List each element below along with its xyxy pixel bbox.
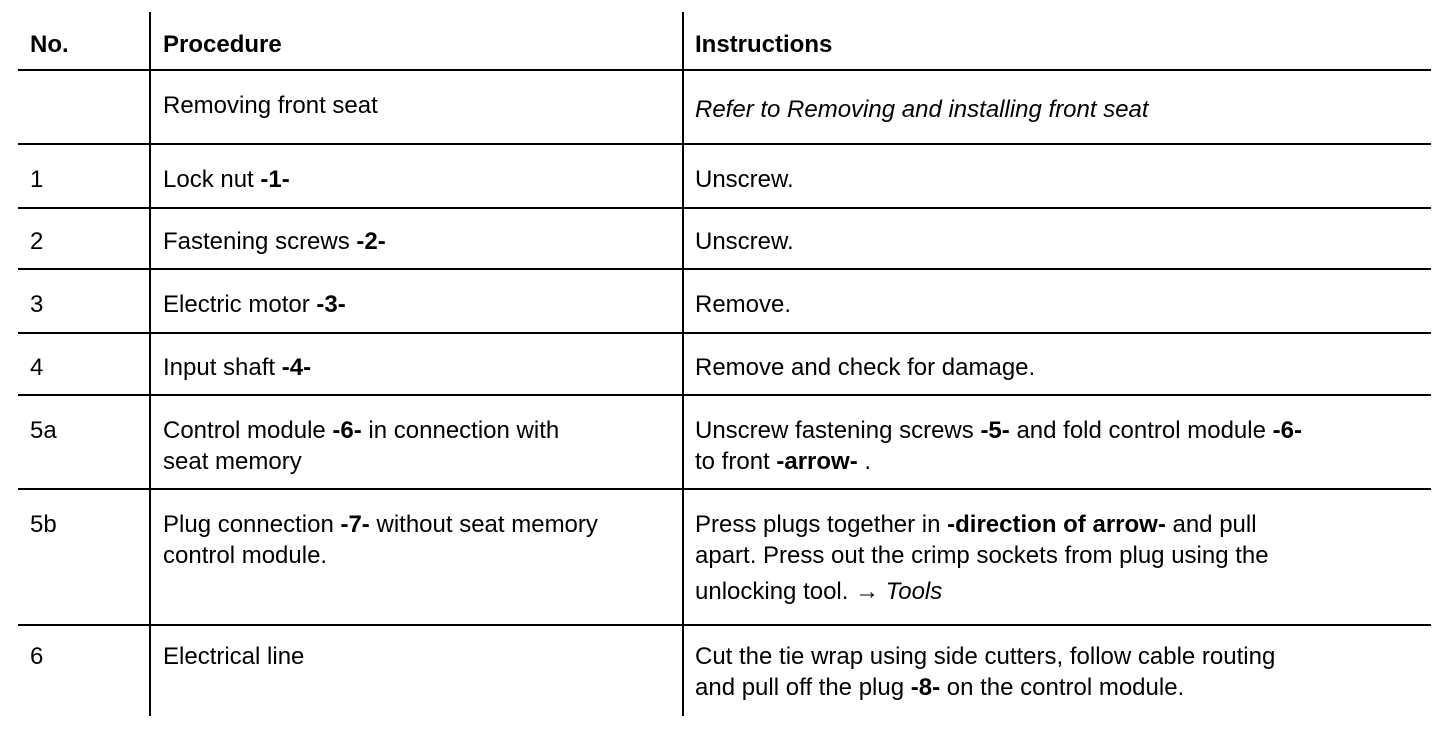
- instructions-cell: [695, 226, 794, 257]
- part-number: -5-: [980, 417, 1010, 444]
- instruction-text: apart. Press out the crimp sockets from plug using the: [695, 542, 1269, 569]
- row-number: 6: [30, 643, 44, 670]
- procedure-text: Input shaft: [163, 354, 282, 381]
- header-instructions: Instructions: [695, 31, 833, 58]
- procedure-text: Electric motor: [163, 291, 317, 318]
- instruction-line: [695, 540, 1269, 571]
- row-divider: [18, 488, 1431, 490]
- instruction-text: Unscrew fastening screws: [695, 417, 981, 444]
- instruction-text: and pull off the plug: [695, 674, 911, 701]
- header-no: No.: [30, 31, 69, 58]
- header-procedure: Procedure: [163, 31, 282, 58]
- part-number: -1-: [260, 166, 290, 193]
- instructions-cell: [695, 509, 1269, 607]
- procedure-text: without seat memory: [369, 511, 598, 538]
- procedure-text: in connection with: [361, 417, 560, 444]
- part-number: -2-: [356, 228, 386, 255]
- part-number: -7-: [340, 511, 370, 538]
- instruction-text: Unscrew.: [695, 166, 794, 193]
- row-divider: [18, 207, 1431, 209]
- procedure-text: Control module: [163, 417, 333, 444]
- instruction-line: [695, 641, 1275, 672]
- column-divider: [682, 12, 684, 716]
- tools-link[interactable]: Tools: [885, 578, 943, 605]
- cross-reference-link[interactable]: Refer to Removing and installing front seat: [695, 96, 1149, 123]
- row-number: 3: [30, 291, 44, 318]
- procedure-line: [163, 509, 598, 540]
- procedure-text: Fastening screws: [163, 228, 357, 255]
- instruction-line: [695, 446, 1302, 477]
- procedure-cell: [163, 641, 304, 672]
- part-number: -8-: [910, 674, 941, 701]
- procedure-cell: [163, 415, 559, 477]
- procedure-cell: [163, 90, 378, 121]
- instructions-cell: [695, 94, 1149, 125]
- arrow-reference: -direction of arrow-: [947, 511, 1166, 538]
- part-number: -6-: [1272, 417, 1302, 444]
- procedure-line: [163, 540, 598, 571]
- row-divider: [18, 268, 1431, 270]
- procedure-text: Lock nut: [163, 166, 261, 193]
- procedure-cell: [163, 509, 598, 571]
- instruction-text: and pull: [1165, 511, 1257, 538]
- arrow-reference: -arrow-: [776, 448, 858, 475]
- instruction-text: and fold control module: [1009, 417, 1273, 444]
- procedure-line: [163, 415, 559, 446]
- instruction-text: on the control module.: [940, 674, 1185, 701]
- instruction-text: .: [857, 448, 872, 475]
- procedure-text: seat memory: [163, 448, 302, 475]
- procedure-line: [163, 446, 559, 477]
- instructions-cell: [695, 289, 791, 320]
- part-number: -6-: [332, 417, 362, 444]
- procedure-cell: [163, 164, 290, 195]
- instructions-cell: [695, 164, 794, 195]
- row-divider: [18, 624, 1431, 626]
- instruction-text: to front: [695, 448, 777, 475]
- procedure-cell: [163, 226, 386, 257]
- instruction-text: Remove and check for damage.: [695, 354, 1036, 381]
- row-number: 5a: [30, 417, 57, 444]
- row-divider: [18, 69, 1431, 71]
- part-number: -3-: [316, 291, 346, 318]
- row-divider: [18, 332, 1431, 334]
- instruction-text: Cut the tie wrap using side cutters, follow cable routing: [695, 643, 1276, 670]
- row-number: 4: [30, 354, 44, 381]
- instruction-text: Press plugs together in: [695, 511, 948, 538]
- instruction-line: [695, 672, 1275, 703]
- instructions-cell: [695, 641, 1275, 703]
- procedure-cell: [163, 352, 311, 383]
- instruction-line: [695, 509, 1269, 540]
- procedure-text: Removing front seat: [163, 92, 378, 119]
- row-divider: [18, 143, 1431, 145]
- instructions-cell: [695, 352, 1035, 383]
- instructions-cell: [695, 415, 1302, 477]
- instruction-line: [695, 576, 1269, 607]
- procedure-text: control module.: [163, 542, 328, 569]
- part-number: -4-: [281, 354, 312, 381]
- column-divider: [149, 12, 151, 716]
- instruction-text: unlocking tool. →: [695, 578, 886, 605]
- row-number: 1: [30, 166, 44, 193]
- instruction-line: [695, 415, 1302, 446]
- instruction-text: Unscrew.: [695, 228, 794, 255]
- row-divider: [18, 394, 1431, 396]
- procedure-text: Electrical line: [163, 643, 305, 670]
- procedure-text: Plug connection: [163, 511, 341, 538]
- procedure-cell: [163, 289, 346, 320]
- row-number: 5b: [30, 511, 57, 538]
- instruction-text: Remove.: [695, 291, 792, 318]
- row-number: 2: [30, 228, 44, 255]
